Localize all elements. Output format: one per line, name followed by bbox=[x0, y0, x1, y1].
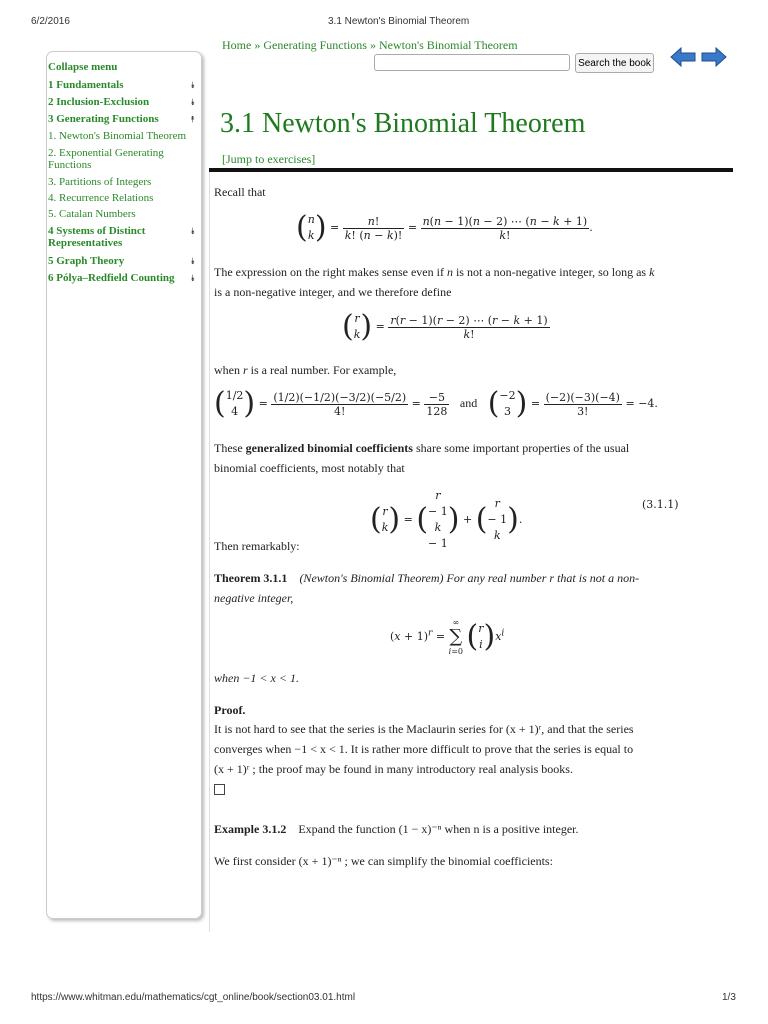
breadcrumb-separator: » bbox=[254, 38, 261, 52]
print-page: 1/3 bbox=[722, 992, 736, 1003]
recall-text: Recall that bbox=[214, 185, 266, 199]
chevron-up-icon[interactable]: ⯭ bbox=[190, 114, 196, 124]
sidebar-item-exponential-gf[interactable]: 2. Exponential Generating Functions bbox=[48, 147, 164, 171]
chevron-down-icon[interactable]: ⯯ bbox=[190, 226, 196, 236]
sidebar-item-inclusion-exclusion[interactable]: 2 Inclusion-Exclusion bbox=[48, 96, 150, 108]
paragraph-real-number: when r is a real number. For example, bbox=[214, 363, 397, 377]
jump-to-exercises-link[interactable]: [Jump to exercises] bbox=[222, 152, 316, 166]
breadcrumb-home[interactable]: Home bbox=[222, 38, 252, 52]
sidebar-item-sdr[interactable]: 4 Systems of Distinct Representatives bbox=[48, 225, 146, 249]
qed-box-icon bbox=[214, 784, 225, 795]
sidebar-item-partitions[interactable]: 3. Partitions of Integers bbox=[48, 176, 152, 188]
theorem-condition: when −1 < x < 1. bbox=[214, 671, 299, 685]
paragraph-right-side: The expression on the right makes sense even if n is not a non-negative integer, so long as k is a non-negative integer, and we therefore define bbox=[214, 265, 655, 299]
chevron-down-icon[interactable]: ⯯ bbox=[190, 256, 196, 266]
breadcrumb-parent[interactable]: Generating Functions bbox=[263, 38, 367, 52]
sidebar-item-newtons-binomial[interactable]: 1. Newton's Binomial Theorem bbox=[48, 130, 187, 142]
chevron-down-icon[interactable]: ⯯ bbox=[190, 97, 196, 107]
proof-text: It is not hard to see that the series is the Maclaurin series for (x + 1)ʳ, and that the series converges when −1 < x < 1. It is rather more difficult to prove that the series is equal to (x + 1)ʳ ; the proof may be found in many introductory real analysis books. bbox=[214, 722, 634, 776]
breadcrumb bbox=[222, 38, 518, 53]
pascal-identity-equation: ( r k ) = ( r − 1 k − 1 ) + ( r − 1 k ). bbox=[370, 489, 523, 550]
print-date: 6/2/2016 bbox=[31, 16, 70, 27]
print-title: 3.1 Newton's Binomial Theorem bbox=[328, 16, 470, 27]
breadcrumb-separator: » bbox=[369, 38, 376, 52]
breadcrumb-current[interactable]: Newton's Binomial Theorem bbox=[378, 38, 518, 52]
sidebar-item-generating-functions[interactable]: 3 Generating Functions bbox=[48, 113, 159, 125]
example-text: We first consider (x + 1)⁻ⁿ ; we can simplify the binomial coefficients: bbox=[214, 854, 553, 868]
chevron-down-icon[interactable]: ⯯ bbox=[190, 80, 196, 90]
equation-number: (3.1.1) bbox=[642, 498, 679, 511]
example-equation: ( 1/2 4 ) = $\frac{(1/2)(-1/2)(-3/2)(-5/2)}{4!}$ = $\frac{-5}{128}$ and ( −2 3 ) = $\frac{(-2)(-3)(-4)}{3!}$ = −4. bbox=[214, 386, 658, 421]
title-divider bbox=[209, 168, 733, 172]
left-arrow-icon[interactable] bbox=[670, 46, 696, 68]
sidebar-item-catalan[interactable]: 5. Catalan Numbers bbox=[48, 208, 136, 220]
newton-series-equation: $(x + 1)^r$ = ∞ ∑ i=0 ( r i )$x^i$ bbox=[390, 618, 505, 656]
sidebar-item-recurrence[interactable]: 4. Recurrence Relations bbox=[48, 192, 154, 204]
chevron-down-icon[interactable]: ⯯ bbox=[190, 273, 196, 283]
print-url: https://www.whitman.edu/mathematics/cgt_online/book/section03.01.html bbox=[31, 992, 356, 1003]
proof-label: Proof. bbox=[214, 703, 246, 717]
binomial-definition-equation: ( n k ) = $\frac{n!}{k! (n - k)!}$ = $\frac{n(n - 1)(n - 2) \cdots (n - k + 1)}{k!}$ . bbox=[296, 210, 593, 245]
sidebar-item-polya[interactable]: 6 Pólya–Redfield Counting bbox=[48, 272, 175, 284]
search-input[interactable] bbox=[374, 54, 570, 71]
paragraph-generalized: These generalized binomial coefficients share some important properties of the usual binomial coefficients, most notably that bbox=[214, 441, 630, 475]
theorem-block: Theorem 3.1.1 (Newton's Binomial Theorem) For any real number r that is not a non- negative integer, bbox=[214, 571, 640, 605]
search-button[interactable]: Search the book bbox=[575, 53, 654, 73]
content-border bbox=[209, 172, 210, 932]
collapse-menu-link[interactable]: Collapse menu bbox=[48, 61, 118, 73]
example-block: Example 3.1.2 Expand the function (1 − x)⁻ⁿ when n is a positive integer. bbox=[214, 822, 579, 836]
paragraph-remarkably: Then remarkably: bbox=[214, 539, 300, 553]
generalized-definition-equation: ( r k ) = $\frac{r(r - 1)(r - 2) \cdots (r - k + 1)}{k!}$ bbox=[342, 309, 548, 344]
sidebar-item-fundamentals[interactable]: 1 Fundamentals bbox=[48, 79, 124, 91]
right-arrow-icon[interactable] bbox=[701, 46, 727, 68]
sidebar-item-graph-theory[interactable]: 5 Graph Theory bbox=[48, 255, 125, 267]
page-title: 3.1 Newton's Binomial Theorem bbox=[220, 108, 586, 139]
